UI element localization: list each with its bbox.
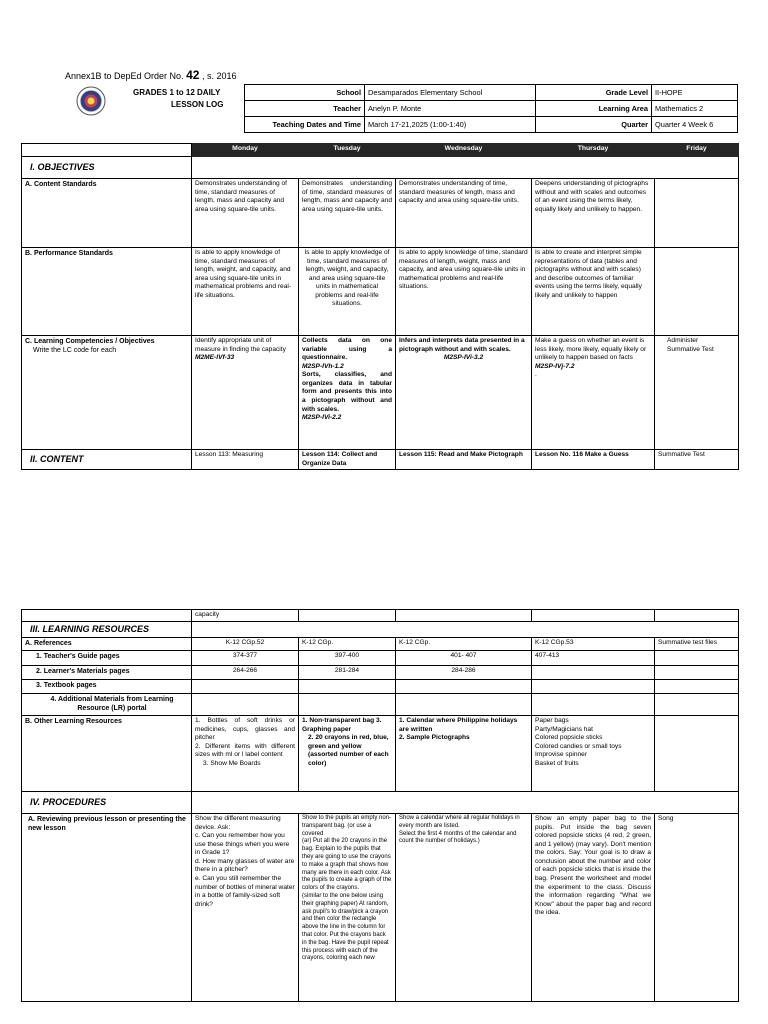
log-title-line1: GRADES 1 to 12 DAILY [133, 88, 221, 97]
references-row: A. References K-12 CGp.52 K-12 CGp. K-12 CGp. K-12 CGp.53 Summative test files [22, 638, 739, 651]
log-title-line2: LESSON LOG [171, 100, 224, 109]
school-label: School [245, 85, 365, 101]
quarter-label: Quarter [536, 117, 652, 133]
lr-portal-row: 4. Additional Materials from Learning Resource (LR) portal [22, 694, 739, 716]
procedures-heading: IV. PROCEDURES [22, 792, 192, 814]
day-tuesday: Tuesday [299, 144, 396, 157]
content-row: II. CONTENT Lesson 113: Measuring Lesson 114: Collect and Organize Data Lesson 115: Read and Make Pictograph Lesson No. 116 Make a Guess Summative Test [22, 450, 739, 470]
teachers-guide-row: 1. Teacher's Guide pages 374-377 397-400 401- 407 407-413 [22, 651, 739, 666]
grade-level-label: Grade Level [536, 85, 652, 101]
grade-level-value: II-HOPE [652, 85, 738, 101]
annex-reference: Annex1B to DepEd Order No. 42 , s. 2016 [65, 68, 237, 82]
school-value: Desamparados Elementary School [365, 85, 536, 101]
day-monday: Monday [192, 144, 299, 157]
teacher-value: Anelyn P. Monte [365, 101, 536, 117]
content-standards-label: A. Content Standards [22, 179, 192, 248]
lc-code: M2SP-IVi-2.2 [302, 414, 342, 422]
dates-value: March 17-21,2025 (1:00-1:40) [365, 117, 536, 133]
lc-code: M2ME-IVf-33 [195, 354, 235, 362]
lc-code: M2SP-IVi-3.2 [443, 354, 484, 362]
learning-resources-heading: III. LEARNING RESOURCES [22, 622, 192, 638]
learning-resources-row [22, 622, 739, 638]
teacher-label: Teacher [245, 101, 365, 117]
objectives-heading: I. OBJECTIVES [22, 157, 192, 179]
lc-code: M2SP-IVj-7.2 [535, 362, 575, 370]
day-header-row [22, 144, 739, 157]
day-wednesday: Wednesday [396, 144, 532, 157]
learning-area-label: Learning Area [536, 101, 652, 117]
lesson-log-table-page2 [21, 609, 739, 1002]
objectives-row [22, 157, 739, 179]
content-heading: II. CONTENT [22, 450, 192, 470]
day-friday: Friday [655, 144, 739, 157]
performance-standards-row: B. Performance Standards Is able to apply knowledge of time, standard measures of length, weight, and capacity, and area using square-tile units in mathematical problems and real-life situations. Is able to apply knowledge of time, standard measures of length, weight, and capacity, and area using square-tile units in mathematical problems and real-life situations. Is able to apply knowledge of time, standard measures of length, weight, mass and capacity, and area using square-tile units in mathematical problems and real-life situations. Is able to create and interpret simple representations of data (tables and pictographs without and with scales) and describe outcomes of familiar events using the terms likely, equally likely and unlikely to happen [22, 248, 739, 336]
lc-code: M2SP-IVh-1.2 [302, 362, 344, 370]
content-standards-row: A. Content Standards Demonstrates understanding of time, standard measures of length, mass and capacity and area using square-tile units. Demonstrates understanding of time, standard measures of length, mass and capacity and area using square-tile units. Demonstrates understanding of time, standard measures of length, mass and capacity and area using square-tile units. Deepens understanding of pictographs without and with scales and outcomes of an event using the terms likely, equally likely and unlikely to happen. [22, 179, 739, 248]
deped-seal-icon [76, 86, 106, 116]
content-continued-row: capacity [22, 610, 739, 622]
dates-label: Teaching Dates and Time [245, 117, 365, 133]
learning-area-value: Mathematics 2 [652, 101, 738, 117]
learners-materials-row: 2. Learner's Materials pages 264-266 281-284 284-286 [22, 666, 739, 680]
procedures-row [22, 792, 739, 814]
header-table [244, 84, 738, 133]
day-thursday: Thursday [532, 144, 655, 157]
lesson-log-table-page1 [21, 143, 739, 470]
performance-standards-label: B. Performance Standards [22, 248, 192, 336]
quarter-value: Quarter 4 Week 6 [652, 117, 738, 133]
reviewing-lesson-row: A. Reviewing previous lesson or presenting the new lesson Show the different measuring device. Ask: c. Can you remember how you use these things when you were in Grade 1? d. How many glasses of water are there in a pitcher? e. Can you still remember the number of bottles of mineral water in a bottle of family-sized soft drink? Show to the pupils an empty non-transparent bag. (or use a covered (ar) Put all the 20 crayons in the bag. Explain to the pupils that they are going to use the crayons to make a graph that shows how many are there in each color. Ask the pupils to create a graph of the colors of the crayons. (similar to the one below using their graphing paper) At random, ask pupil's to draw/pick a crayon and then color the rectangle above the line in the column for that color. Put the crayons back in the bag. Have the pupil repeat this process with each of the crayons, coloring each new Show a calendar where all regular holidays in every month are listed. Select the first 4 months of the calendar and count the number of holidays.) Show an empty paper bag to the pupils. Put inside the bag seven colored popsicle sticks (4 red, 2 green, and 1 yellow) (may vary). Don't mention the colors. Say: Your goal is to draw a conclusion about the number and color of each popsicle sticks that is inside the bag. Present the worksheet and model the experiment to the class. Discuss the information regarding "What we Know" about the paper bag and record the idea. Song [22, 814, 739, 1002]
other-resources-row: B. Other Learning Resources 1. Bottles of soft drinks or medicines, cups, glasses and pitcher 2. Different items with different sizes with ml or l label content 3. Show Me Boards 1. Non-transparent bag 3. Graphing paper 2. 20 crayons in red, blue, green and yellow (assorted number of each color) 1. Calendar where Philippine holidays are written 2. Sample Pictographs Paper bags Party/Magicians hat Colored popsicle sticks Colored candies or small toys Improvise spinner Basket of fruits [22, 716, 739, 792]
competencies-label: C. Learning Competencies / Objectives Write the LC code for each [22, 336, 192, 450]
textbook-row: 3. Textbook pages [22, 680, 739, 694]
competencies-row: C. Learning Competencies / Objectives Write the LC code for each Identify appropriate unit of measure in finding the capacity M2ME-IVf-33 Collects data on one variable using a questionnaire. M2SP-IVh-1.2 Sorts, classifies, and organizes data in tabular form and presents this into a pictograph without and with scales. M2SP-IVi-2.2 Infers and interprets data presented in a pictograph without and with scales. M2SP-IVi-3.2 Make a guess on whether an event is less likely, more likely, equally likely or unlikely to happen based on facts M2SP-IVj-7.2 . Administer Summative Test [22, 336, 739, 450]
